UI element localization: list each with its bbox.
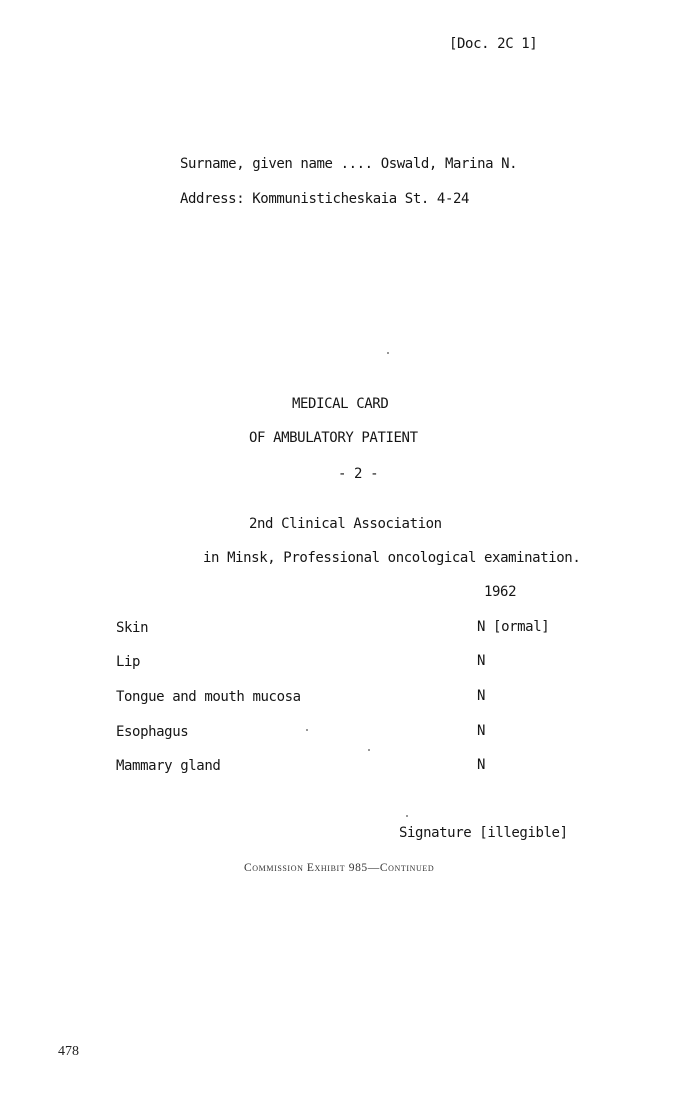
institution-line1: 2nd Clinical Association	[249, 516, 442, 532]
card-title-line2: OF AMBULATORY PATIENT	[249, 430, 418, 446]
exam-row-result: N	[477, 653, 486, 669]
exam-row-organ: Mammary gland	[116, 758, 221, 774]
exam-row-result: N	[477, 757, 486, 773]
document-reference: [Doc. 2C 1]	[449, 36, 538, 52]
surname-line: Surname, given name .... Oswald, Marina N.	[180, 156, 518, 172]
address-line: Address: Kommunisticheskaia St. 4-24	[180, 191, 470, 207]
exam-year: 1962	[484, 584, 517, 600]
exam-row-organ: Esophagus	[116, 724, 189, 740]
exam-row-organ: Lip	[116, 654, 141, 670]
scan-speck	[368, 749, 370, 751]
exam-row-result: N	[477, 688, 486, 704]
exam-row-result: N	[477, 723, 486, 739]
exam-row-organ: Tongue and mouth mucosa	[116, 689, 301, 705]
page-marker: - 2 -	[338, 466, 379, 482]
scan-speck	[387, 352, 389, 354]
card-title-line1: MEDICAL CARD	[292, 396, 389, 412]
institution-line2: in Minsk, Professional oncological examination.	[203, 550, 581, 566]
page-number: 478	[58, 1044, 79, 1059]
exam-row-organ: Skin	[116, 620, 149, 636]
scan-speck	[406, 815, 408, 817]
exam-row-result: N [ormal]	[477, 619, 550, 635]
scan-speck	[306, 729, 308, 731]
exhibit-caption: Commission Exhibit 985—Continued	[244, 862, 435, 874]
signature-line: Signature [illegible]	[399, 825, 568, 841]
